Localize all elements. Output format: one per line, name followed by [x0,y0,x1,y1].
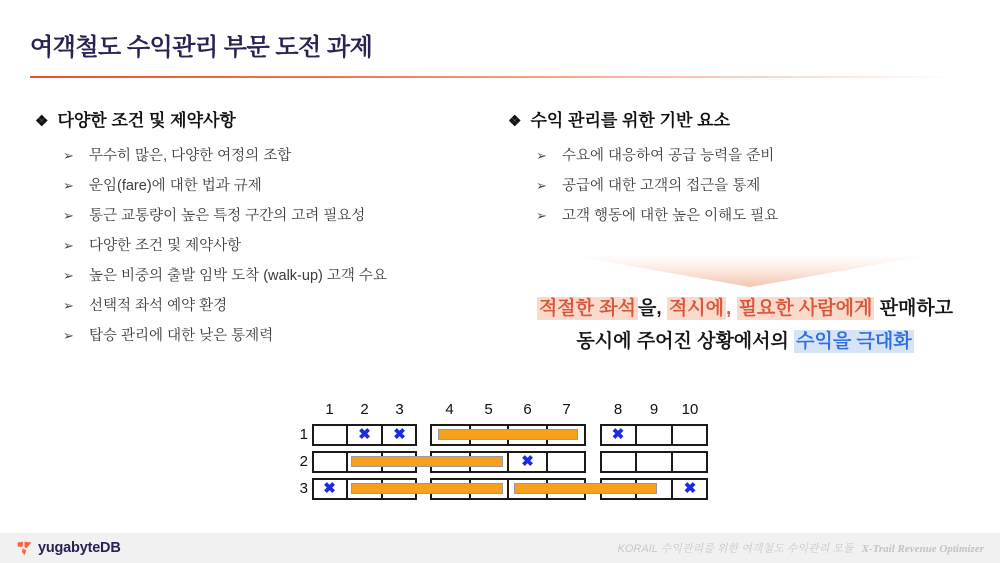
bullet-list [35,148,495,344]
arrow-bullet-icon: ➢ [63,148,74,163]
seat-occupancy-diagram [293,401,723,505]
diagram-column-header: 7 [562,401,571,418]
bullet-item [35,148,495,164]
footer-caption-text: KORAIL 수익관리를 위한 여객철도 수익관리 모듈 [617,543,854,555]
key-message-line2 [500,325,990,358]
diagram-cell [635,453,670,471]
bullet-item [35,268,495,284]
occupancy-bar [351,456,503,467]
yugabytedb-logo-icon [16,540,33,557]
yugabytedb-logo-text: yugabyteDB [38,540,121,556]
footer-caption-product: X-Trail Revenue Optimizer [861,543,984,555]
diagram-segment-box [600,451,708,473]
arrow-bullet-icon: ➢ [536,178,547,193]
message-segment: 동시에 주어진 상황에서의 [576,331,795,352]
bullet-item [35,208,495,224]
diagram-column-header: 2 [360,401,369,418]
diagram-row-header: 3 [299,480,308,497]
diamond-bullet-icon: ❖ [35,113,49,130]
arrow-bullet-icon: ➢ [63,208,74,223]
diamond-bullet-icon: ❖ [508,113,522,130]
section-constraints [35,106,495,358]
diagram-column-header: 9 [649,401,659,418]
bullet-item [35,238,495,254]
bullet-item [508,208,986,224]
title-divider [30,76,980,78]
diagram-column-header: 1 [325,401,334,418]
message-segment: 적절한 좌석 [538,298,637,319]
arrow-bullet-icon: ➢ [63,238,74,253]
arrow-bullet-icon: ➢ [63,178,74,193]
diagram-column-header: 10 [681,401,699,418]
section-foundations [508,106,986,238]
diagram-cell [671,426,706,444]
diagram-cell [671,453,706,471]
diagram-column-header: 4 [445,401,454,418]
section-heading-text: 수익 관리를 위한 기반 요소 [530,111,730,130]
diagram-column-header: 5 [484,401,493,418]
diagram-cell [602,453,635,471]
message-segment: 필요한 사람에게 [738,298,873,319]
bullet-list [508,148,986,224]
blocked-seat-x-icon: ✖ [323,480,336,497]
message-segment: 수익을 극대화 [796,331,912,352]
occupancy-bar [438,429,578,440]
blocked-seat-x-icon: ✖ [521,453,534,470]
yugabytedb-logo [16,540,121,557]
occupancy-bar [514,483,657,494]
bullet-text: 공급에 대한 고객의 접근을 통제 [562,178,761,194]
bullet-text: 높은 비중의 출발 임박 도착 (walk-up) 고객 수요 [89,268,387,284]
bullet-text: 고객 행동에 대한 높은 이해도 필요 [562,208,779,224]
key-message [500,292,990,358]
blocked-seat-x-icon: ✖ [611,426,625,443]
bullet-item [508,178,986,194]
diagram-row-header: 1 [299,426,308,443]
page-title: 여객철도 수익관리 부문 도전 과제 [30,34,373,61]
bullet-text: 운임(fare)에 대한 법과 규제 [89,178,262,194]
bullet-item [508,148,986,164]
arrow-bullet-icon: ➢ [63,328,74,343]
funnel-chevron-icon [555,250,945,290]
footer [0,533,1000,563]
occupancy-bar [351,483,503,494]
arrow-bullet-icon: ➢ [536,148,547,163]
bullet-item [35,328,495,344]
diagram-column-header: 6 [523,401,532,418]
arrow-bullet-icon: ➢ [63,298,74,313]
bullet-text: 통근 교통량이 높은 특정 구간의 고려 필요성 [89,208,366,224]
bullet-text: 수요에 대응하여 공급 능력을 준비 [562,148,775,164]
bullet-text: 다양한 조건 및 제약사항 [89,238,242,254]
diagram-cell [546,453,585,471]
arrow-bullet-icon: ➢ [536,208,547,223]
diagram-column-header: 3 [395,401,404,418]
bullet-text: 무수히 많은, 다양한 여정의 조합 [89,148,292,164]
message-segment: , [726,298,737,319]
arrow-bullet-icon: ➢ [63,268,74,283]
blocked-seat-x-icon: ✖ [393,426,406,443]
blocked-seat-x-icon: ✖ [683,480,697,497]
section-heading [508,106,986,131]
section-heading-text: 다양한 조건 및 제약사항 [57,111,236,130]
footer-caption [618,540,985,556]
message-segment: 판매하고 [874,298,954,319]
message-segment: 을, [638,298,667,319]
key-message-line1 [500,292,990,325]
bullet-text: 탑승 관리에 대한 낮은 통제력 [89,328,274,344]
blocked-seat-x-icon: ✖ [358,426,371,443]
diagram-cell [635,426,670,444]
diagram-cell [314,426,346,444]
diagram-column-header: 8 [613,401,623,418]
bullet-item [35,298,495,314]
diagram-cell [314,453,346,471]
bullet-item [35,178,495,194]
bullet-text: 선택적 좌석 예약 환경 [89,298,228,314]
section-heading [35,106,495,131]
message-segment: 적시에 [668,298,724,319]
diagram-row-header: 2 [299,453,308,470]
